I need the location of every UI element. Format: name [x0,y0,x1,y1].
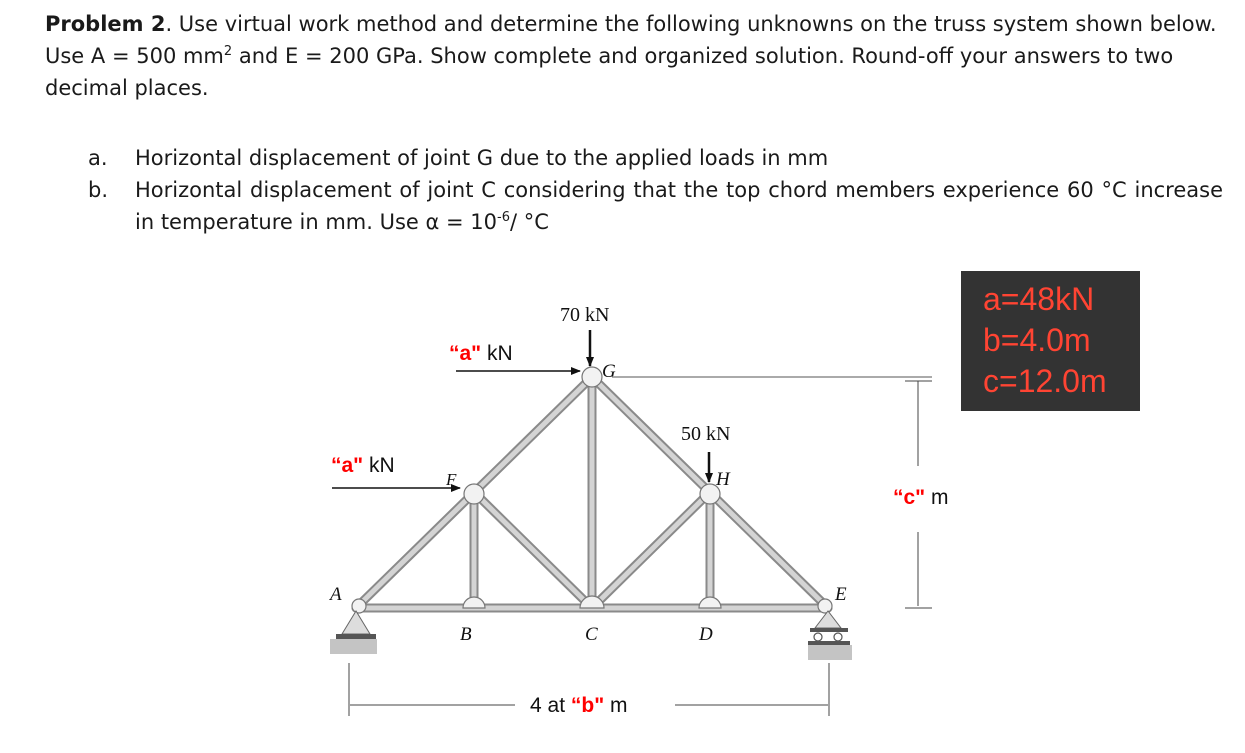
joint-label-g: G [602,361,616,382]
load-a-at-g-label: “a" kN [449,342,513,365]
load-50kn-label: 50 kN [681,423,731,445]
pin-support-a [330,611,377,654]
given-a: a=48kN [983,281,1095,317]
joint-label-d: D [699,624,713,645]
joint-label-e: E [835,584,847,605]
load-a-at-f [331,454,460,488]
given-c: c=12.0m [983,363,1107,399]
question-b-label: b. [88,178,109,202]
joint-label-h: H [716,469,730,490]
problem-text-1: . Use virtual work method and determine the following unknowns on the truss system shown below. Use A = 500 mm [45,12,1217,68]
joint-e-plate [818,599,832,613]
alpha-exponent: -6 [497,210,510,225]
load-70kn-label: 70 kN [560,304,610,326]
height-dimension-label: “c" m [893,486,949,509]
area-unit-superscript: 2 [223,44,233,59]
question-a-text: Horizontal displacement of joint G due to the applied loads in mm [135,146,829,170]
span-dimension-label: 4 at “b" m [530,694,628,717]
load-a-at-f-label: “a" kN [331,454,395,477]
joint-a-plate [352,599,366,613]
joint-b-plate [463,597,485,608]
joint-g-plate [582,367,602,387]
problem-text-2: and E = 200 GPa. Show complete and organized solution. Round-off your answers to two decimal places. [45,44,1174,100]
joint-label-b: B [460,624,472,645]
joint-label-f: F [446,470,457,489]
load-a-at-g [449,342,580,371]
question-b-text-unit: / °C [509,210,549,234]
roller-support-e [808,611,852,660]
truss-members [356,377,828,608]
span-dimension [349,663,829,717]
given-b: b=4.0m [983,322,1091,358]
load-70kn [560,304,609,366]
joint-d-plate [699,597,721,608]
joint-label-a: A [330,584,342,605]
joint-label-c: C [585,624,598,645]
question-b-text-main: Horizontal displacement of joint C considering that the top chord members experience 60 °C increase in temperature in mm. Use α = 10 [135,178,1223,234]
height-dimension [893,381,948,608]
joint-f-plate [464,484,484,504]
question-a-label: a. [88,146,108,170]
problem-label: Problem 2 [45,12,166,36]
